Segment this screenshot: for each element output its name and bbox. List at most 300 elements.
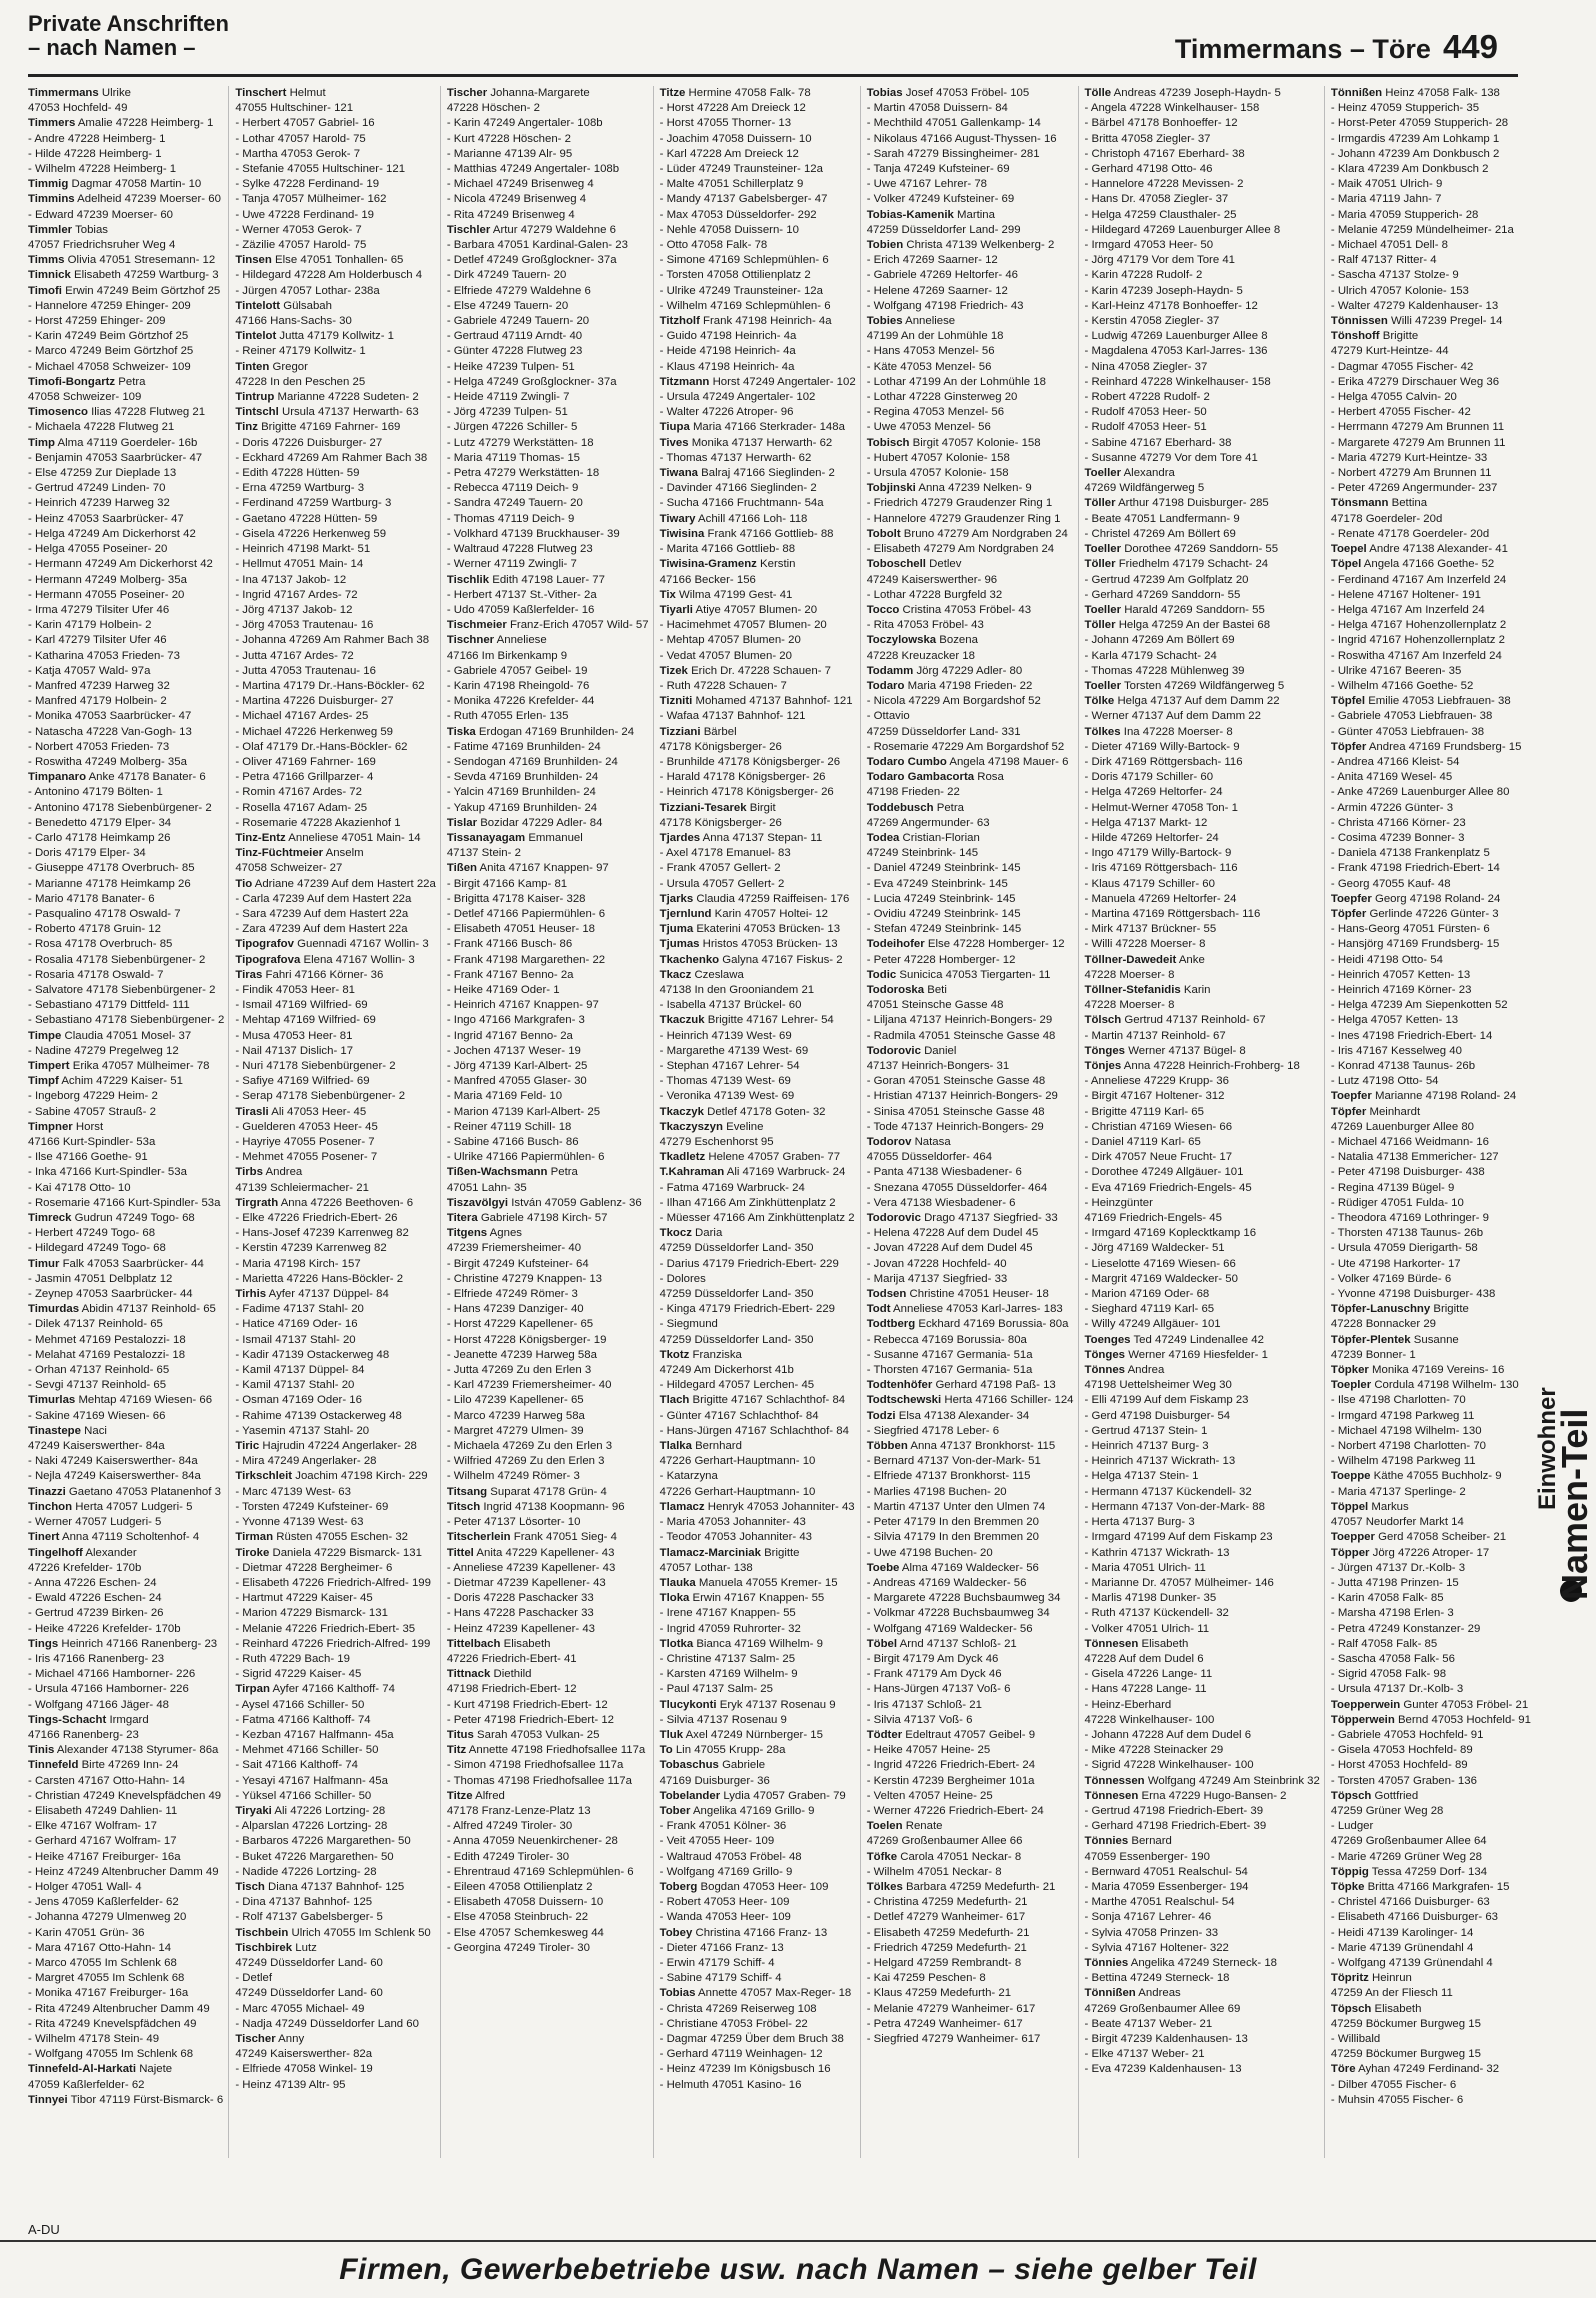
surname: Timpanaro	[28, 771, 87, 784]
entry-details: - Anneliese 47239 Kapellener- 43	[446, 1561, 616, 1574]
surname: Tönges	[1084, 1348, 1126, 1361]
directory-entry	[28, 436, 224, 451]
directory-entry	[660, 1257, 856, 1272]
entry-details: - Kinga 47179 Friedrich-Ebert- 229	[659, 1303, 835, 1316]
entry-details: - Heinrich 47239 Harweg 32	[28, 497, 170, 510]
entry-details: - Elisabeth 47166 Duisburger- 63	[1330, 1911, 1499, 1924]
entry-details: Edeltraut 47057 Geibel- 9	[902, 1728, 1036, 1741]
directory-entry	[867, 831, 1074, 846]
directory-entry	[235, 329, 436, 344]
directory-entry	[1331, 588, 1531, 603]
entry-details: 47137 Heinrich-Bongers- 31	[866, 1060, 1010, 1072]
surname: Titsch	[446, 1500, 481, 1513]
entry-details: - Susanne 47167 Germania- 51a	[866, 1348, 1033, 1361]
directory-entry	[867, 1774, 1074, 1789]
directory-entry	[1331, 451, 1531, 466]
entry-details: - Georgina 47249 Tiroler- 30	[446, 1941, 590, 1954]
directory-entry	[235, 1986, 436, 2001]
directory-entry	[1331, 1561, 1531, 1576]
entry-details: - Zara 47239 Auf dem Hastert 22a	[235, 923, 408, 936]
directory-entry	[867, 1941, 1074, 1956]
surname: Tinnefeld	[28, 1759, 79, 1772]
entry-details: 47269 Großenbaumer Allee 69	[1084, 2002, 1241, 2015]
directory-entry	[1331, 284, 1531, 299]
entry-details: Martina	[953, 208, 995, 221]
directory-entry	[867, 664, 1074, 679]
entry-details: - Renate 47178 Goerdeler- 20d	[1330, 527, 1490, 540]
directory-entry	[660, 1895, 856, 1910]
directory-entry	[235, 1302, 436, 1317]
directory-entry	[1331, 101, 1531, 116]
directory-entry	[867, 1986, 1074, 2001]
directory-entry	[28, 299, 224, 314]
directory-entry	[447, 1682, 649, 1697]
directory-entry	[867, 253, 1074, 268]
entry-details: - Christine 47279 Knappen- 13	[446, 1272, 602, 1285]
directory-entry	[1331, 2062, 1531, 2077]
entry-details: 47166 Hans-Sachs- 30	[235, 315, 352, 328]
directory-entry	[28, 1165, 224, 1180]
directory-entry	[660, 2047, 856, 2062]
entry-details: Karin 47057 Holtei- 12	[711, 907, 829, 920]
surname: Tirbs	[235, 1166, 263, 1179]
directory-entry	[1085, 1728, 1320, 1743]
page-header	[28, 10, 1498, 70]
entry-details: Dagmar 47058 Martin- 10	[68, 178, 202, 191]
entry-details: Frank 47198 Heinrich- 4a	[699, 315, 832, 328]
entry-details: Anna 47226 Beethoven- 6	[278, 1196, 414, 1209]
entry-details: - Gertrud 47198 Friedrich-Ebert- 39	[1084, 1804, 1264, 1817]
directory-entry	[1085, 344, 1320, 359]
entry-details: - Jeanette 47239 Harweg 58a	[446, 1348, 597, 1361]
entry-details: - Nicola 47229 Am Borgardshof 52	[866, 695, 1041, 708]
entry-details: - Helga 47269 Heltorfer- 24	[1084, 786, 1223, 799]
entry-details: Käthe 47055 Buchholz- 9	[1370, 1470, 1502, 1483]
directory-entry	[447, 284, 649, 299]
entry-details: Frank 47051 Sieg- 4	[510, 1531, 617, 1544]
entry-details: - Yasemin 47137 Stahl- 20	[235, 1424, 370, 1437]
entry-details: - Britta 47058 Ziegler- 37	[1084, 132, 1211, 145]
entry-details: - Hristian 47137 Heinrich-Bongers- 29	[866, 1090, 1058, 1103]
directory-entry	[447, 1196, 649, 1211]
directory-entry	[1331, 1728, 1531, 1743]
entry-details: - Herbert 47137 St.-Vither- 2a	[446, 588, 597, 601]
directory-column	[867, 86, 1079, 2158]
directory-entry	[1085, 192, 1320, 207]
entry-details: Petra	[115, 375, 146, 388]
surname: Tölkes	[866, 1880, 903, 1893]
entry-details: - Maria 47279 Kurt-Heintze- 33	[1330, 451, 1488, 464]
footer-banner-text: Firmen, Gewerbebetriebe usw. nach Namen – siehe gelber Teil	[339, 2253, 1257, 2286]
entry-details: Alfred	[472, 1789, 505, 1802]
directory-entry	[1331, 147, 1531, 162]
entry-details: - Ursula 47249 Angertaler- 102	[659, 391, 816, 404]
directory-entry	[867, 208, 1074, 223]
directory-entry	[1085, 725, 1320, 740]
entry-details: Anita 47167 Knappen- 97	[477, 862, 609, 875]
directory-entry	[1331, 573, 1531, 588]
directory-entry	[235, 1895, 436, 1910]
surname: Tkachenko	[659, 953, 720, 966]
directory-entry	[447, 1272, 649, 1287]
entry-details: - Elke 47226 Friedrich-Ebert- 26	[235, 1212, 398, 1225]
entry-details: 47055 Düsseldorfer- 464	[866, 1151, 993, 1164]
entry-details: - Ferdinand 47167 Am Inzerfeld 24	[1330, 573, 1507, 586]
surname: Titera	[446, 1212, 478, 1225]
entry-details: Wilma 47199 Gest- 41	[675, 588, 793, 601]
directory-entry	[1085, 1622, 1320, 1637]
directory-entry	[1085, 816, 1320, 831]
entry-details: Tobias	[72, 223, 108, 236]
directory-entry	[1331, 1774, 1531, 1789]
surname: Töller	[1084, 619, 1116, 632]
directory-entry	[447, 147, 649, 162]
entry-details: - Hatice 47169 Oder- 16	[235, 1318, 358, 1331]
surname: Tislar	[446, 816, 478, 829]
entry-details: - Wilhelm 47249 Römer- 3	[446, 1470, 580, 1483]
directory-entry	[1085, 1226, 1320, 1241]
directory-entry	[1331, 2002, 1531, 2017]
directory-entry	[28, 785, 224, 800]
entry-details: - Rita 47249 Knevelspfädchen 49	[28, 2017, 197, 2030]
directory-entry	[28, 1181, 224, 1196]
entry-details: Ilias 47228 Flutweg 21	[87, 406, 206, 419]
entry-details: - Nail 47137 Dislich- 17	[235, 1044, 354, 1057]
directory-entry	[28, 223, 224, 238]
surname: Tobias-Kamenik	[866, 208, 954, 221]
entry-details: Angela 47198 Mauer- 6	[946, 755, 1069, 768]
entry-details: - Heinrich 47167 Knappen- 97	[446, 999, 599, 1012]
entry-details: - Herta 47137 Burg- 3	[1084, 1516, 1195, 1529]
directory-entry	[28, 1469, 224, 1484]
entry-details: - Eva 47169 Friedrich-Engels- 45	[1084, 1181, 1252, 1194]
entry-details: - Veit 47055 Heer- 109	[659, 1835, 775, 1848]
directory-entry	[1085, 922, 1320, 937]
directory-entry	[28, 405, 224, 420]
directory-entry	[1085, 1758, 1320, 1773]
entry-details: - Gerhard 47119 Weinhagen- 12	[659, 2048, 823, 2061]
entry-details: - Marthe 47051 Realschul- 54	[1084, 1896, 1235, 1909]
entry-details: - Elisabeth 47051 Heuser- 18	[446, 923, 596, 936]
entry-details: 47228 Moerser- 8	[1084, 968, 1175, 981]
surname: Tintrup	[235, 391, 275, 404]
directory-entry	[447, 1515, 649, 1530]
entry-details: - Stefanie 47055 Hultschiner- 121	[235, 163, 406, 176]
directory-entry	[447, 1257, 649, 1272]
directory-entry	[235, 1971, 436, 1986]
directory-entry	[1085, 1257, 1320, 1272]
entry-details: - Dorothee 47249 Allgäuer- 101	[1084, 1166, 1244, 1179]
directory-entry	[1331, 1986, 1531, 2001]
surname: Tischbirek	[235, 1941, 293, 1954]
entry-details: - Edward 47239 Moerser- 60	[28, 208, 173, 221]
directory-entry	[660, 1150, 856, 1165]
entry-details: - Ehrentraud 47169 Schlepmühlen- 6	[446, 1865, 634, 1878]
entry-details: Helene 47057 Graben- 77	[705, 1151, 841, 1164]
surname: Tlamacz	[659, 1500, 705, 1513]
directory-entry	[235, 1576, 436, 1591]
directory-entry	[235, 877, 436, 892]
directory-entry	[660, 1317, 856, 1332]
directory-entry	[1085, 1698, 1320, 1713]
directory-entry	[660, 344, 856, 359]
entry-details: - Daniela 47138 Frankenplatz 5	[1330, 847, 1490, 860]
entry-details: - Marco 47055 Im Schlenk 68	[28, 1956, 177, 1969]
entry-details: - Siegmund	[659, 1318, 718, 1331]
entry-details: - Else 47259 Zur Dieplade 13	[28, 467, 177, 480]
directory-entry	[28, 496, 224, 511]
entry-details: Anneliese 47051 Main- 14	[285, 831, 421, 844]
surname: Töpsch	[1330, 2002, 1372, 2015]
entry-details: - Ismail 47169 Wilfried- 69	[235, 999, 368, 1012]
entry-details: - Gabriele 47269 Heltorfer- 46	[866, 269, 1019, 282]
entry-details: - Marietta 47226 Hans-Böckler- 2	[235, 1272, 404, 1285]
entry-details: - Gisela 47226 Lange- 11	[1084, 1668, 1213, 1681]
directory-entry	[867, 1181, 1074, 1196]
entry-details: - Rita 47249 Brisenweg 4	[446, 208, 575, 221]
directory-entry	[447, 1698, 649, 1713]
directory-entry	[1331, 1317, 1531, 1332]
entry-details: - Heike 47057 Heine- 25	[866, 1744, 991, 1757]
directory-entry	[447, 694, 649, 709]
entry-details: - Uwe 47198 Buchen- 20	[866, 1546, 993, 1559]
directory-entry	[867, 1500, 1074, 1515]
entry-details: Bozena	[936, 634, 978, 647]
directory-entry	[660, 512, 856, 527]
directory-entry	[235, 1758, 436, 1773]
surname: Toddebusch	[866, 801, 934, 814]
entry-details: Bärbel	[700, 725, 737, 738]
surname: Tobelander	[659, 1789, 721, 1802]
entry-details: Claudia 47259 Raiffeisen- 176	[693, 892, 850, 905]
entry-details: - Hansjörg 47169 Frundsberg- 15	[1330, 938, 1500, 951]
page-number: 449	[1442, 28, 1498, 65]
directory-entry	[867, 2002, 1074, 2017]
entry-details: - Christian 47249 Knevelspfädchen 49	[28, 1789, 222, 1802]
entry-details: - Torsten 47058 Ottilienplatz 2	[659, 269, 811, 282]
directory-entry	[660, 1074, 856, 1089]
entry-details: - Jörg 47137 Jakob- 12	[235, 603, 353, 616]
directory-entry	[447, 679, 649, 694]
entry-details: 47279 Eschenhorst 95	[659, 1136, 774, 1149]
entry-details: - Günter 47167 Schlachthof- 84	[659, 1409, 819, 1422]
entry-details: 47259 Düsseldorfer Land- 350	[659, 1333, 814, 1346]
entry-details: - Sabine 47167 Eberhard- 38	[1084, 436, 1232, 449]
surname: Tischner	[446, 634, 495, 647]
directory-entry	[867, 1698, 1074, 1713]
directory-entry	[867, 1880, 1074, 1895]
entry-details: 47199 An der Lohmühle 18	[866, 330, 1004, 343]
entry-details: - Hans-Jürgen 47167 Schlachthof- 84	[659, 1424, 849, 1437]
entry-details: Angelika 47249 Sterneck- 18	[1128, 1956, 1277, 1969]
entry-details: 47259 Böckumer Burgweg 15	[1330, 2048, 1481, 2061]
directory-entry	[1331, 953, 1531, 968]
entry-details: - Elfriede 47279 Waldehne 6	[446, 284, 591, 297]
directory-entry	[447, 1424, 649, 1439]
surname: Tiric	[235, 1440, 260, 1453]
directory-entry	[447, 1317, 649, 1332]
directory-entry	[867, 937, 1074, 952]
entry-details: Brigitte	[1379, 330, 1419, 343]
directory-entry	[660, 1865, 856, 1880]
directory-entry	[1331, 1850, 1531, 1865]
surname: Titze	[659, 87, 686, 99]
entry-details: - Horst 47229 Kapellener- 65	[446, 1318, 594, 1331]
entry-details: - Fatma 47166 Kalthoff- 74	[235, 1713, 371, 1726]
surname: Todeihofer	[866, 938, 925, 951]
entry-details: - Lucia 47249 Steinbrink- 145	[866, 892, 1016, 905]
entry-details: Emmanuel	[525, 831, 583, 844]
directory-entry	[1331, 1546, 1531, 1561]
directory-entry	[28, 861, 224, 876]
directory-entry	[867, 1834, 1074, 1849]
entry-details: - Marita 47166 Gottlieb- 88	[659, 543, 796, 556]
directory-entry	[235, 360, 436, 375]
directory-entry	[235, 907, 436, 922]
entry-details: Andreas 47239 Joseph-Haydn- 5	[1111, 87, 1281, 99]
directory-entry	[1331, 968, 1531, 983]
directory-entry	[447, 1029, 649, 1044]
entry-details: - Marion 47229 Bismarck- 131	[235, 1607, 388, 1620]
directory-entry	[28, 1804, 224, 1819]
directory-entry	[1331, 253, 1531, 268]
entry-details: - Birgit 47239 Kaldenhausen- 13	[1084, 2033, 1248, 2045]
entry-details: Helmut	[286, 87, 326, 99]
entry-details: - Dolores	[659, 1272, 706, 1285]
entry-details: - Michael 47051 Dell- 8	[1330, 239, 1448, 252]
directory-entry	[447, 1074, 649, 1089]
entry-details: - Ottavio	[866, 710, 910, 723]
surname: Toepfer	[1330, 892, 1372, 905]
entry-details: - Kai 47178 Otto- 10	[28, 1181, 131, 1194]
surname: Tirasli	[235, 1105, 269, 1118]
entry-details: - Lutz 47198 Otto- 54	[1330, 1075, 1439, 1088]
entry-details: - Heinrich 47169 Körner- 23	[1330, 983, 1472, 996]
entry-details: - Horst 47055 Thorner- 13	[659, 117, 792, 130]
entry-details: - Ralf 47137 Ritter- 4	[1330, 254, 1437, 267]
surname: Töpel	[1330, 558, 1362, 571]
entry-details: - Beate 47051 Landfermann- 9	[1084, 512, 1240, 525]
directory-entry	[867, 1652, 1074, 1667]
entry-details: - Andre 47228 Heimberg- 1	[28, 132, 166, 145]
entry-details: - Sarah 47279 Bissingheimer- 281	[866, 147, 1040, 160]
surname: Timmig	[28, 178, 69, 191]
footer-banner	[0, 2240, 1596, 2298]
directory-entry	[28, 284, 224, 299]
directory-entry	[235, 694, 436, 709]
entry-details: Marianne 47198 Roland- 24	[1371, 1090, 1517, 1103]
surname: Töpperwein	[1330, 1713, 1395, 1726]
directory-entry	[1085, 223, 1320, 238]
entry-details: - Hildegard 47249 Togo- 68	[28, 1242, 166, 1255]
entry-details: - Kurt 47198 Friedrich-Ebert- 12	[446, 1698, 608, 1711]
entry-details: Adriane 47239 Auf dem Hastert 22a	[252, 877, 436, 890]
entry-details: - Sabine 47057 Strauß- 2	[28, 1105, 156, 1118]
surname: Tinsen	[235, 254, 272, 267]
entry-details: - Norbert 47279 Am Brunnen 11	[1330, 467, 1492, 480]
surname: Töppig	[1330, 1865, 1369, 1878]
directory-entry	[867, 1317, 1074, 1332]
directory-entry	[235, 846, 436, 861]
directory-entry	[447, 1333, 649, 1348]
entry-details: - Nejla 47249 Kaiserswerther- 84a	[28, 1470, 201, 1483]
directory-entry	[235, 527, 436, 542]
entry-details: Meinhardt	[1366, 1105, 1421, 1118]
directory-entry	[235, 1789, 436, 1804]
surname: Tjarks	[659, 892, 694, 905]
directory-entry	[867, 725, 1074, 740]
entry-details: - Hilde 47228 Heimberg- 1	[28, 147, 162, 160]
directory-entry	[1331, 649, 1531, 664]
directory-entry	[235, 1272, 436, 1287]
entry-details: - Martin 47137 Reinhold- 67	[1084, 1029, 1226, 1042]
entry-details: - Harald 47178 Königsberger- 26	[659, 771, 826, 784]
directory-entry	[1085, 1333, 1320, 1348]
surname: Tinchon	[28, 1500, 73, 1513]
surname: T.Kahraman	[659, 1166, 725, 1179]
directory-entry	[447, 405, 649, 420]
entry-details: - Siegfried 47178 Leber- 6	[866, 1424, 1000, 1437]
entry-details: - Friedrich 47279 Graudenzer Ring 1	[866, 497, 1053, 510]
entry-details: Brigitte 47169 Fahrner- 169	[257, 421, 401, 434]
surname: Toebe	[866, 1561, 900, 1574]
entry-details: Achill 47166 Loh- 118	[695, 512, 808, 525]
surname: Toeller	[1084, 543, 1122, 556]
surname: Tkadletz	[659, 1151, 706, 1164]
entry-details: - Dagmar 47259 Über dem Bruch 38	[659, 2033, 844, 2045]
directory-entry	[28, 573, 224, 588]
surname: Tobies	[866, 315, 903, 328]
surname: Tödter	[866, 1728, 903, 1741]
entry-details: Achim 47229 Kaiser- 51	[58, 1075, 183, 1088]
entry-details: - Heinrich 47198 Markt- 51	[235, 543, 371, 556]
directory-entry	[660, 770, 856, 785]
directory-entry	[447, 709, 649, 724]
surname: Tiwary	[659, 512, 696, 525]
directory-entry	[28, 512, 224, 527]
entry-details: - Robert 47228 Rudolf- 2	[1084, 391, 1210, 404]
entry-details: Arnd 47137 Schloß- 21	[897, 1637, 1017, 1650]
entry-details: - Helga 47137 Markt- 12	[1084, 816, 1208, 829]
directory-entry	[1085, 831, 1320, 846]
entry-details: - Eckhard 47269 Am Rahmer Bach 38	[235, 451, 428, 464]
directory-entry	[1085, 132, 1320, 147]
directory-entry	[1085, 1819, 1320, 1834]
entry-details: - Kerstin 47058 Ziegler- 37	[1084, 315, 1220, 328]
entry-details: Gülsabah	[280, 299, 332, 312]
directory-entry	[1331, 785, 1531, 800]
entry-details: Horst 47249 Angertaler- 102	[709, 375, 856, 388]
directory-entry	[1331, 557, 1531, 572]
directory-entry	[447, 998, 649, 1013]
entry-details: - Hacimehmet 47057 Blumen- 20	[659, 619, 827, 632]
directory-entry	[660, 1029, 856, 1044]
directory-entry	[660, 1272, 856, 1287]
entry-details: - Yvonne 47198 Duisburger- 438	[1330, 1288, 1496, 1301]
entry-details: - Jürgen 47137 Dr.-Kolb- 3	[1330, 1561, 1466, 1574]
surname: Tirpan	[235, 1683, 270, 1696]
entry-details: - Jens 47059 Kaßlerfelder- 62	[28, 1896, 179, 1909]
entry-details: - Hermann 47249 Molberg- 35a	[28, 573, 187, 586]
directory-entry	[867, 1667, 1074, 1682]
entry-details: - Elisabeth 47226 Friedrich-Alfred- 199	[235, 1576, 431, 1589]
entry-details: - Sevgi 47137 Reinhold- 65	[28, 1379, 167, 1392]
entry-details: - Heinrich 47137 Burg- 3	[1084, 1440, 1209, 1453]
directory-entry	[28, 709, 224, 724]
directory-entry	[1331, 1652, 1531, 1667]
entry-details: - Jörg 47239 Tulpen- 51	[446, 406, 568, 419]
directory-entry	[447, 603, 649, 618]
